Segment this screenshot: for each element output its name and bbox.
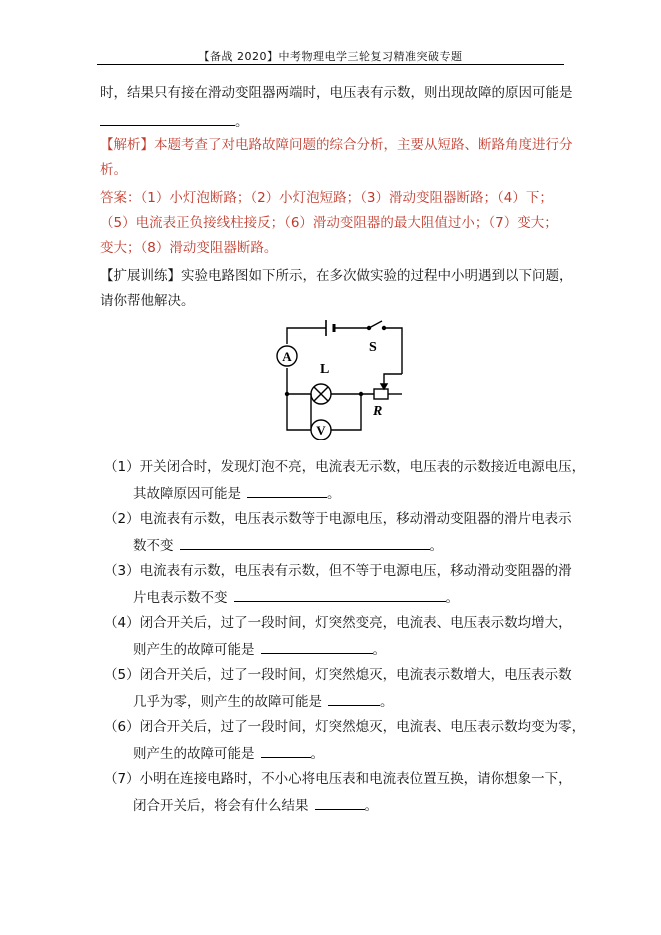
question-1-line-1: （1）开关闭合时，发现灯泡不亮，电流表无示数，电压表的示数接近电源电压， [104,459,586,475]
question-6-end: 。 [310,746,324,762]
switch-label: S [369,340,377,355]
question-1-end: 。 [327,486,341,502]
question-3-line-1: （3）电流表有示数，电压表有示数，但不等于电源电压，移动滑动变阻器的滑 [104,563,572,579]
header-divider [97,64,564,65]
question-6-prompt: 则产生的故障可能是 [133,746,255,762]
question-5-line-1: （5）闭合开关后，过了一段时间，灯突然熄灭，电流表示数增大，电压表示数 [104,667,572,683]
question-7-line-1: （7）小明在连接电路时，不小心将电压表和电流表位置互换，请你想象一下， [104,771,572,787]
question-2-line-1: （2）电流表有示数，电压表示数等于电源电压，移动滑动变阻器的滑片电表示 [104,511,572,527]
question-5-end: 。 [380,694,394,710]
question-4-line-1: （4）闭合开关后，过了一段时间，灯突然变亮，电流表、电压表示数均增大， [104,615,572,631]
question-1-prompt: 其故障原因可能是 [133,486,241,502]
question-5-blank[interactable] [328,692,380,706]
analysis-line-1: 【解析】本题考查了对电路故障问题的综合分析，主要从短路、断路角度进行分 [100,137,573,153]
page-header-title: 【备战 2020】中考物理电学三轮复习精准突破专题 [198,50,463,63]
question-3-line-2 [133,588,603,607]
ammeter-label: A [282,349,292,364]
circuit-diagram [268,318,418,440]
wire-top-left [287,328,326,344]
rheostat-slider-arrow [381,384,387,389]
intro-line-2 [100,112,570,131]
wire-top-right [386,328,402,374]
rheostat-label: R [373,404,383,419]
switch-right-contact [383,327,386,330]
answer-line-3: 变大；（8）滑动变阻器断路。 [100,240,278,256]
answer-blank[interactable] [100,112,235,126]
question-7-end: 。 [364,798,378,814]
analysis-line-2: 析。 [100,162,127,178]
junction-right [359,392,363,396]
question-2-line-2 [133,536,603,555]
question-2-blank[interactable] [180,536,430,550]
question-7-blank[interactable] [315,796,365,810]
question-4-line-2 [133,640,603,659]
question-2-end: 。 [429,538,443,554]
question-5-line-2 [133,692,603,711]
question-3-end: 。 [445,590,459,606]
voltmeter-label: V [316,423,326,438]
rheostat-body [374,389,388,399]
answer-line-1: 答案：（1）小灯泡断路；（2）小灯泡短路；（3）滑动变阻器断路；（4）下； [100,190,553,206]
question-6-line-2 [133,744,603,763]
question-1-blank[interactable] [247,484,327,498]
question-6-line-1: （6）闭合开关后，过了一段时间，灯突然熄灭，电流表、电压表示数均变为零， [104,719,586,735]
intro-line-2-end: 。 [235,114,249,130]
question-4-end: 。 [372,642,386,658]
extension-line-2: 请你帮他解决。 [100,293,195,309]
intro-line-1: 时，结果只有接在滑动变阻器两端时，电压表有示数，则出现故障的原因可能是 [100,85,573,101]
question-7-line-2 [133,796,603,815]
question-4-blank[interactable] [261,640,373,654]
switch-blade [369,321,382,328]
question-6-blank[interactable] [261,744,311,758]
question-4-prompt: 则产生的故障可能是 [133,642,255,658]
lamp-label: L [320,362,330,377]
question-7-prompt: 闭合开关后，将会有什么结果 [133,798,309,814]
answer-line-2: （5）电流表正负接线柱接反；（6）滑动变阻器的最大阻值过小；（7）变大； [100,215,558,231]
question-1-line-2 [133,484,603,503]
question-5-prompt: 几乎为零，则产生的故障可能是 [133,694,322,710]
junction-left [285,392,289,396]
question-2-prompt: 数不变 [133,538,174,554]
extension-line-1: 【扩展训练】实验电路图如下所示，在多次做实验的过程中小明遇到以下问题， [100,268,573,284]
question-3-blank[interactable] [234,588,446,602]
question-3-prompt: 片电表示数不变 [133,590,228,606]
